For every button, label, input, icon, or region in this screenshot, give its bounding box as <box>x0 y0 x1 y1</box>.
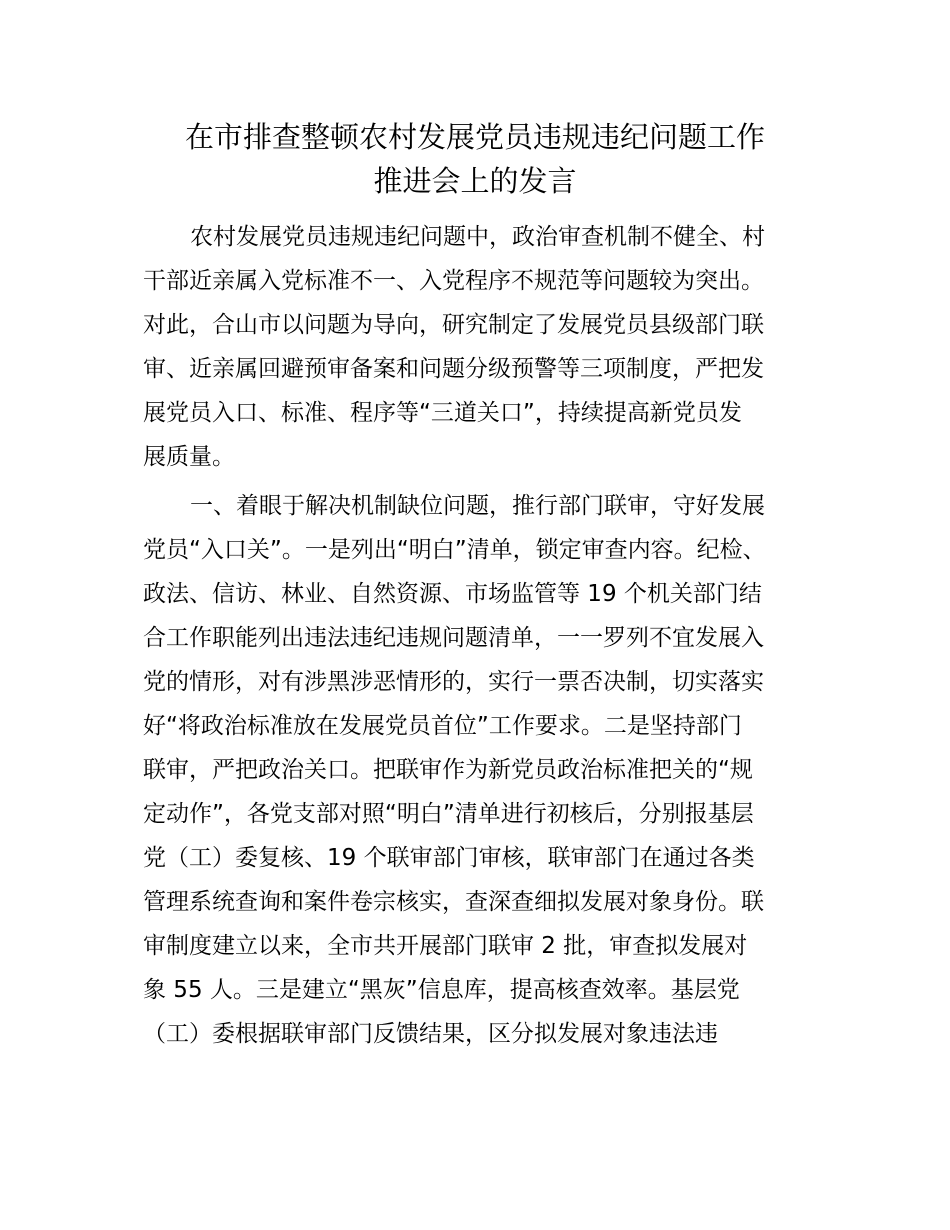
document-title-line-2: 推进会上的发言 <box>373 164 577 198</box>
paragraph-line: 政法、信访、林业、自然资源、市场监管等 19 个机关部门结 <box>143 581 762 607</box>
paragraph-line: 党的情形，对有涉黑涉恶情形的，实行一票否决制，切实落实 <box>143 669 764 695</box>
paragraph-line: 联审，严把政治关口。把联审作为新党员政治标准把关的“规 <box>143 757 753 783</box>
paragraph-line: 好“将政治标准放在发展党员首位”工作要求。二是坚持部门 <box>143 713 742 739</box>
paragraph-line: 定动作”，各党支部对照“明白”清单进行初核后，分别报基层 <box>143 801 754 827</box>
paragraph-line: 管理系统查询和案件卷宗核实，查深查细拟发展对象身份。联 <box>143 889 764 915</box>
paragraph-line: 展质量。 <box>143 444 235 470</box>
paragraph-line: 党员“入口关”。一是列出“明白”清单，锁定审查内容。纪检、 <box>143 537 766 563</box>
paragraph-line: 合工作职能列出违法违纪违规问题清单，一一罗列不宜发展入 <box>143 625 764 651</box>
paragraph-line: 干部近亲属入党标准不一、入党程序不规范等问题较为突出。 <box>143 268 764 294</box>
paragraph-line: 审制度建立以来，全市共开展部门联审 2 批，审查拟发展对 <box>143 933 748 959</box>
paragraph-line: 一、着眼于解决机制缺位问题，推行部门联审，守好发展 <box>190 493 765 519</box>
paragraph-line: 对此，合山市以问题为导向，研究制定了发展党员县级部门联 <box>143 312 764 338</box>
paragraph-line: （工）委根据联审部门反馈结果，区分拟发展对象违法违 <box>143 1021 718 1047</box>
paragraph-line: 象 55 人。三是建立“黑灰”信息库，提高核查效率。基层党 <box>143 977 740 1003</box>
paragraph-line: 审、近亲属回避预审备案和问题分级预警等三项制度，严把发 <box>143 356 764 382</box>
paragraph-line: 展党员入口、标准、程序等“三道关口”，持续提高新党员发 <box>143 400 742 426</box>
document-title-line-1: 在市排查整顿农村发展党员违规违纪问题工作 <box>184 120 765 154</box>
paragraph-line: 党（工）委复核、19 个联审部门审核，联审部门在通过各类 <box>143 845 755 871</box>
paragraph-line: 农村发展党员违规违纪问题中，政治审查机制不健全、村 <box>190 224 765 250</box>
